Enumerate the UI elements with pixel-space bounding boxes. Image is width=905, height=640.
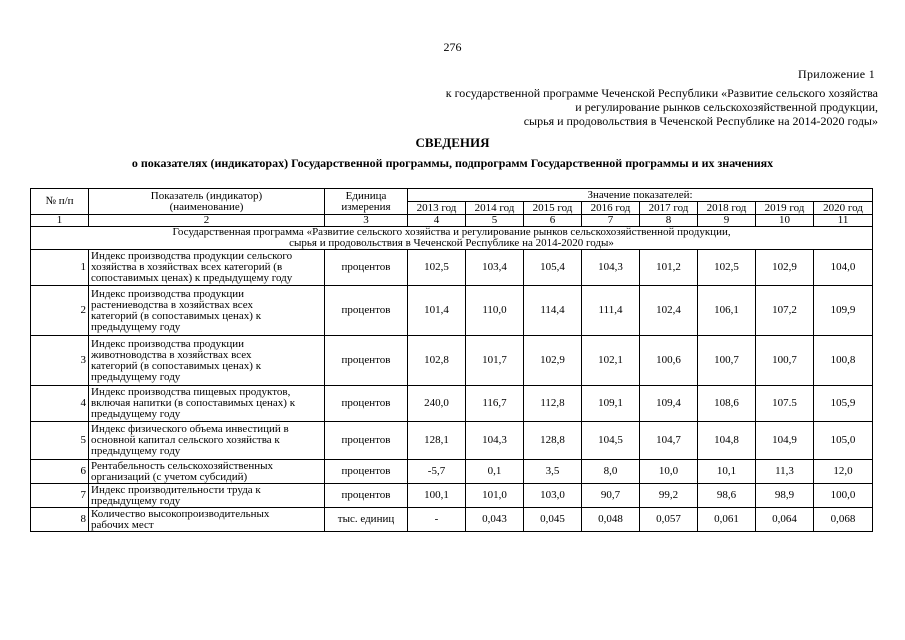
value-cell: 107.5 <box>756 386 814 422</box>
value-cell: 3,5 <box>524 460 582 484</box>
indicator-name <box>89 386 325 422</box>
value-cell: 105,9 <box>814 386 873 422</box>
table-row <box>31 508 873 532</box>
header-year: 2019 год <box>756 202 814 215</box>
value-cell: 0,048 <box>582 508 640 532</box>
column-number: 4 <box>408 215 466 227</box>
value-cell: 104,7 <box>640 422 698 460</box>
value-cell: 100,7 <box>698 336 756 386</box>
indicator-name <box>89 336 325 386</box>
indicator-name-line: категорий (в сопоставимых ценах) к <box>91 309 262 322</box>
value-cell: 101,4 <box>408 286 466 336</box>
row-number: 3 <box>31 336 89 386</box>
program-title <box>31 227 873 250</box>
value-cell: 0,061 <box>698 508 756 532</box>
indicator-name-line: предыдущему году <box>91 408 181 420</box>
row-number: 1 <box>31 250 89 286</box>
appendix-label: Приложение 1 <box>797 67 875 81</box>
value-cell: 103,0 <box>524 484 582 508</box>
indicator-name-line: Индекс производства пищевых продуктов, <box>91 386 291 398</box>
value-cell: 100,1 <box>408 484 466 508</box>
value-cell: 105,0 <box>814 422 873 460</box>
header-year: 2017 год <box>640 202 698 215</box>
unit-cell: тыс. единиц <box>325 508 408 532</box>
unit-cell: процентов <box>325 484 408 508</box>
indicator-name <box>89 422 325 460</box>
page-number: 276 <box>443 40 462 54</box>
table-row <box>31 336 873 386</box>
value-cell: 240,0 <box>408 386 466 422</box>
value-cell: 104,8 <box>698 422 756 460</box>
row-number: 5 <box>31 422 89 460</box>
subtitle-line: к государственной программе Чеченской Республики «Развитие сельского хозяйства <box>445 86 878 100</box>
value-cell: 102,1 <box>582 336 640 386</box>
header-unit <box>325 189 408 215</box>
indicator-name <box>89 286 325 336</box>
header-indicator-line: (наименование) <box>169 200 244 213</box>
column-number: 6 <box>524 215 582 227</box>
value-cell: 101,0 <box>466 484 524 508</box>
unit-cell: процентов <box>325 422 408 460</box>
header-year: 2013 год <box>408 202 466 215</box>
value-cell: 112,8 <box>524 386 582 422</box>
indicator-name-line: предыдущему году <box>91 370 181 383</box>
indicator-name <box>89 508 325 532</box>
value-cell: 101,7 <box>466 336 524 386</box>
value-cell: 0,1 <box>466 460 524 484</box>
table-row <box>31 422 873 460</box>
value-cell: 111,4 <box>582 286 640 336</box>
indicator-name-line: Индекс производства продукции сельского <box>91 250 293 262</box>
column-number: 2 <box>89 215 325 227</box>
value-cell: 102,5 <box>408 250 466 286</box>
indicator-name-line: хозяйства в хозяйствах всех категорий (в <box>91 261 283 273</box>
table-row <box>31 460 873 484</box>
header-indicator <box>89 189 325 215</box>
program-title-line: Государственная программа «Развитие сельского хозяйства и регулирование рынков сельскохозяйственной продукции, <box>172 226 731 238</box>
unit-cell: процентов <box>325 336 408 386</box>
value-cell: - <box>408 508 466 532</box>
indicator-name-line: Индекс производства продукции <box>91 337 245 350</box>
value-cell: 0,068 <box>814 508 873 532</box>
unit-cell: процентов <box>325 250 408 286</box>
value-cell: 0,043 <box>466 508 524 532</box>
column-number: 11 <box>814 215 873 227</box>
value-cell: 90,7 <box>582 484 640 508</box>
value-cell: 11,3 <box>756 460 814 484</box>
subtitle-line: сырья и продовольствия в Чеченской Республике на 2014-2020 годы» <box>523 114 878 128</box>
value-cell: 106,1 <box>698 286 756 336</box>
value-cell: 104,5 <box>582 422 640 460</box>
value-cell: 110,0 <box>466 286 524 336</box>
column-number: 3 <box>325 215 408 227</box>
value-cell: 102,8 <box>408 336 466 386</box>
value-cell: 109,9 <box>814 286 873 336</box>
value-cell: 104,9 <box>756 422 814 460</box>
value-cell: 98,9 <box>756 484 814 508</box>
indicator-name-line: предыдущему году <box>91 494 181 507</box>
row-number: 4 <box>31 386 89 422</box>
column-number: 1 <box>31 215 89 227</box>
value-cell: 100,6 <box>640 336 698 386</box>
header-unit-line: измерения <box>341 200 391 213</box>
indicator-name-line: Рентабельность сельскохозяйственных <box>91 459 274 472</box>
value-cell: 100,0 <box>814 484 873 508</box>
indicator-name-line: Индекс производительности труда к <box>91 483 261 496</box>
table-row <box>31 484 873 508</box>
header-indicator-line: Показатель (индикатор) <box>150 189 263 202</box>
program-title-line: сырья и продовольствия в Чеченской Республике на 2014-2020 годы» <box>289 237 614 249</box>
value-cell: 103,4 <box>466 250 524 286</box>
value-cell: 104,3 <box>582 250 640 286</box>
value-cell: 102,9 <box>524 336 582 386</box>
value-cell: 10,0 <box>640 460 698 484</box>
header-values-title: Значение показателей: <box>408 189 873 202</box>
row-number: 8 <box>31 508 89 532</box>
appendix-subtitle <box>318 86 878 128</box>
value-cell: 108,6 <box>698 386 756 422</box>
column-number: 9 <box>698 215 756 227</box>
indicator-name-line: предыдущему году <box>91 320 181 333</box>
header-year: 2014 год <box>466 202 524 215</box>
header-unit-line: Единица <box>345 189 387 202</box>
indicator-name-line: Индекс физического объема инвестиций в <box>91 423 289 435</box>
value-cell: 114,4 <box>524 286 582 336</box>
row-number: 7 <box>31 484 89 508</box>
indicator-name <box>89 250 325 286</box>
header-year: 2015 год <box>524 202 582 215</box>
header-year: 2018 год <box>698 202 756 215</box>
value-cell: 104,0 <box>814 250 873 286</box>
value-cell: 99,2 <box>640 484 698 508</box>
value-cell: 128,1 <box>408 422 466 460</box>
unit-cell: процентов <box>325 386 408 422</box>
header-year: 2016 год <box>582 202 640 215</box>
value-cell: 100,8 <box>814 336 873 386</box>
column-number: 8 <box>640 215 698 227</box>
indicator-name <box>89 460 325 484</box>
indicator-name-line: предыдущему году <box>91 445 181 457</box>
value-cell: 0,057 <box>640 508 698 532</box>
indicators-table <box>30 188 873 532</box>
indicator-name <box>89 484 325 508</box>
indicator-name-line: рабочих мест <box>91 518 154 531</box>
table-row <box>31 386 873 422</box>
value-cell: 10,1 <box>698 460 756 484</box>
value-cell: 105,4 <box>524 250 582 286</box>
header-num: № п/п <box>31 189 89 215</box>
indicator-name-line: организаций (с учетом субсидий) <box>91 470 248 483</box>
indicator-name-line: Количество высокопроизводительных <box>91 507 270 520</box>
indicator-name-line: включая напитки (в сопоставимых ценах) к <box>91 397 296 409</box>
value-cell: -5,7 <box>408 460 466 484</box>
row-number: 6 <box>31 460 89 484</box>
indicator-name-line: Индекс производства продукции <box>91 287 245 300</box>
value-cell: 107,2 <box>756 286 814 336</box>
value-cell: 98,6 <box>698 484 756 508</box>
indicator-name-line: сопоставимых ценах) к предыдущему году <box>91 272 293 284</box>
indicator-name-line: категорий (в сопоставимых ценах) к <box>91 359 262 372</box>
document-title: СВЕДЕНИЯ <box>415 135 490 150</box>
value-cell: 109,1 <box>582 386 640 422</box>
unit-cell: процентов <box>325 286 408 336</box>
value-cell: 102,5 <box>698 250 756 286</box>
column-number: 5 <box>466 215 524 227</box>
value-cell: 109,4 <box>640 386 698 422</box>
table-row <box>31 286 873 336</box>
subtitle-line: и регулирование рынков сельскохозяйственной продукции, <box>575 100 878 114</box>
header-year: 2020 год <box>814 202 873 215</box>
unit-cell: процентов <box>325 460 408 484</box>
column-number: 10 <box>756 215 814 227</box>
value-cell: 102,4 <box>640 286 698 336</box>
value-cell: 104,3 <box>466 422 524 460</box>
value-cell: 8,0 <box>582 460 640 484</box>
value-cell: 0,064 <box>756 508 814 532</box>
value-cell: 101,2 <box>640 250 698 286</box>
document-subheading: о показателях (индикаторах) Государственной программы, подпрограмм Государственной программы и их значениях <box>131 156 774 170</box>
value-cell: 116,7 <box>466 386 524 422</box>
value-cell: 0,045 <box>524 508 582 532</box>
column-number: 7 <box>582 215 640 227</box>
table-row <box>31 250 873 286</box>
value-cell: 100,7 <box>756 336 814 386</box>
value-cell: 102,9 <box>756 250 814 286</box>
indicator-name-line: растениеводства в хозяйствах всех <box>91 298 253 311</box>
indicator-name-line: основной капитал сельского хозяйства к <box>91 434 280 446</box>
row-number: 2 <box>31 286 89 336</box>
indicator-name-line: животноводства в хозяйствах всех <box>91 348 252 361</box>
value-cell: 128,8 <box>524 422 582 460</box>
value-cell: 12,0 <box>814 460 873 484</box>
